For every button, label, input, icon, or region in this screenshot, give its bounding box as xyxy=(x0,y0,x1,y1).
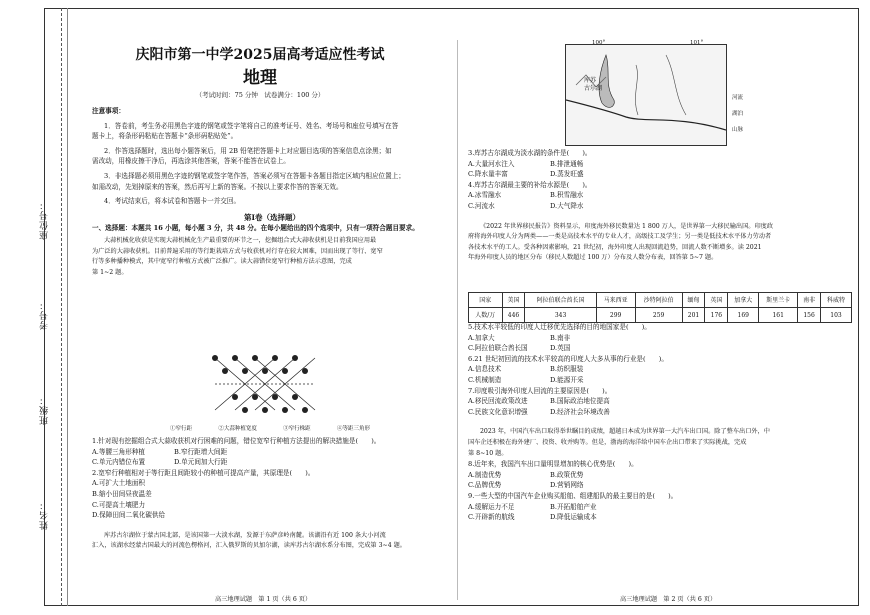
table-header-cell: 缅甸 xyxy=(682,293,705,308)
table-cell: 446 xyxy=(502,308,525,323)
right-column xyxy=(468,148,853,264)
table-header-cell: 国家 xyxy=(469,293,503,308)
option: D.经济社会环境改善 xyxy=(550,407,610,416)
passage-line: 为广泛的大蒜收获机。目前普遍采用的等行距栽培方式与收获机对行存在较大困难，因而出现了等行、宽窄 xyxy=(92,247,383,255)
column-divider xyxy=(457,40,458,600)
option: C.河流水 xyxy=(468,201,495,210)
question-6: 6.21 世纪初回流的技术水平较高的印度人大多从事的行业是( )。 xyxy=(468,354,668,363)
option: B.排泄通畅 xyxy=(550,159,584,168)
table-header-cell: 阿拉伯联合酋长国 xyxy=(525,293,596,308)
notes-heading: 注意事项： xyxy=(92,107,125,115)
question-5: 5.技术水平较低的印度人迁移优先选择的目的地国家是( )。 xyxy=(468,323,651,331)
passage-line: 大蒜机械化收获是实现大蒜机械化生产最重要的环节之一，挖掘组合式大蒜收获机是目前我国应用最 xyxy=(104,236,377,244)
question-2: 2.宽窄行种植相对于等行距且间距较小的种植可提高产量，其原理是( )。 xyxy=(92,468,315,477)
option: A.制造优势 xyxy=(468,470,502,479)
option: D.能源开采 xyxy=(550,375,584,384)
question-8: 8.近年来，我国汽车出口量明显增加的核心优势是( )。 xyxy=(468,460,638,469)
section-instruction: 一、选择题：本题共 16 小题，每小题 3 分，共 48 分。在每小题给出的四个选项中，只有一项符合题目要求。 xyxy=(92,224,419,233)
passage-line: 库苏古尔湖位于蒙古国北部，是该国第一大淡水湖，发源于东萨彦岭南麓。该湖沿有近 100 条大小河流 xyxy=(104,531,386,539)
option: D.大气降水 xyxy=(550,201,584,210)
note-line: 2．作答选择题时，选出每小题答案后，用 2B 铅笔把答题卡上对应题目选项的答案信息点涂黑；如 xyxy=(104,146,392,155)
right-questions xyxy=(468,322,853,523)
option: B.积雪融水 xyxy=(550,191,584,200)
binding-line xyxy=(67,8,68,606)
option: A.信息技术 xyxy=(468,365,502,374)
option: A.可扩大土地面积 xyxy=(92,479,146,488)
option: B.南非 xyxy=(550,333,571,342)
migrant-table xyxy=(468,292,852,323)
lake-map xyxy=(565,44,727,146)
table-cell: 人数/万 xyxy=(469,308,503,323)
passage-line: 汇入，该湖水经蒙古国最大的河流色楞格河，汇入俄罗斯的贝加尔湖，读库苏古尔湖水系分布图，完成第 3~4 题。 xyxy=(92,542,406,550)
option: A.大量河水注入 xyxy=(468,159,515,168)
option: B.纺织服装 xyxy=(550,365,584,374)
option: A.缓解运力不足 xyxy=(468,502,515,511)
table-header-row xyxy=(469,293,852,308)
garlic-planting-diagram xyxy=(205,350,325,420)
option: D.英国 xyxy=(550,344,571,353)
passage-line: 《2022 年世界移民报告》资料显示，印度海外移民数量达 1 800 万人，是世界第一大移民输出国。印度政 xyxy=(480,222,774,230)
note-line: 4．考试结束后，将本试卷和答题卡一并交回。 xyxy=(104,197,241,206)
binding-class-label: 班级： xyxy=(40,395,50,425)
note-line: 1．答卷前，考生务必用黑色字迹的钢笔或签字笔将自己的准考证号、姓名、考场号和座位号填写在答 xyxy=(104,121,399,130)
table-cell: 176 xyxy=(705,308,728,323)
note-line: 需改动，用橡皮擦干净后，再选涂其他答案，答案不能答在试卷上。 xyxy=(92,157,290,166)
binding-exam-label: 考号： xyxy=(40,300,50,330)
passage-line: 第 8~10 题。 xyxy=(468,449,508,457)
map-lon-2: 101° xyxy=(690,40,704,46)
legend-mountain: 山脉 xyxy=(732,127,744,133)
passage-line: 年海外印度人员的地区分布（移民人数超过 100 万）分布及人数分布表，回答第 5~7 题。 xyxy=(468,254,718,262)
option: B.缩小田间昼夜温差 xyxy=(92,489,152,498)
option: A.等腰三角形种植 xyxy=(92,447,146,456)
question-3: 3.库苏古尔湖成为淡水湖的条件是( )。 xyxy=(468,149,592,157)
option: C.可提高土壤肥力 xyxy=(92,500,146,509)
legend-item: ②大蒜种植宽度 xyxy=(218,426,257,432)
table-header-cell: 英国 xyxy=(705,293,728,308)
map-label: 库苏 xyxy=(584,77,597,84)
option: D.降低运输成本 xyxy=(550,513,597,522)
passage-line: 各技术水平的工人。受各种因素影响，21 世纪初，海外印度人出现回流趋势，回流人数不断增多。读 2021 xyxy=(468,243,762,251)
question-4: 4.库苏古尔湖最主要的补给水源是( )。 xyxy=(468,180,592,189)
option: C.降水量丰富 xyxy=(468,170,508,179)
option: D.单元间加大行距 xyxy=(174,458,228,467)
table-header-cell: 加拿大 xyxy=(728,293,759,308)
option: C.阿拉伯联合酋长国 xyxy=(468,344,528,353)
legend-item: ①窄行距 xyxy=(170,426,193,432)
map-label: 古尔湖 xyxy=(584,85,603,92)
table-cell: 259 xyxy=(635,308,682,323)
question-9: 9.一些大型的中国汽车企业购买船舶、组建船队的最主要目的是( )。 xyxy=(468,491,678,500)
option: A.冰雪融水 xyxy=(468,191,502,200)
page-footer-left: 高三地理试题 第 1 页（共 6 页） xyxy=(215,596,312,603)
page-footer-right: 高三地理试题 第 2 页（共 6 页） xyxy=(620,596,717,603)
passage-line: 府将海外印度人分为两类——一类是高技术水平的专业人才，高级技工及学生；另一类是低技术水平体力劳动者 xyxy=(468,233,772,241)
option: B.开拓船舶产业 xyxy=(550,502,597,511)
table-cell: 169 xyxy=(728,308,759,323)
table-header-cell: 沙特阿拉伯 xyxy=(635,293,682,308)
note-line: 如需改动，先划掉原来的答案，然后再写上新的答案。不按以上要求作答的答案无效。 xyxy=(92,182,343,191)
legend-river: 河流 xyxy=(732,95,744,101)
option: C.开辟新的航线 xyxy=(468,513,515,522)
option: D.保障田间二氧化碳供给 xyxy=(92,511,166,520)
table-cell: 156 xyxy=(798,308,821,323)
option: D.蒸发旺盛 xyxy=(550,170,584,179)
option: B.政策优势 xyxy=(550,470,584,479)
exam-title: 庆阳市第一中学2025届高考适应性考试 xyxy=(135,47,385,63)
lake-map-drawing xyxy=(566,45,726,145)
note-line: 题卡上，将条形码粘贴在答题卡“条形码粘贴处”。 xyxy=(92,132,238,141)
table-header-cell: 科威特 xyxy=(821,293,852,308)
passage-line: 行等多种播种模式，其中宽窄行种植方式被广泛推广。读大蒜错位宽窄行种植方法示意图，完成 xyxy=(92,258,352,266)
option: C.品牌优势 xyxy=(468,481,502,490)
option: C.民族文化意识增强 xyxy=(468,407,528,416)
table-cell: 201 xyxy=(682,308,705,323)
option: B.窄行距增大间距 xyxy=(174,447,228,456)
passage-line: 2023 年，中国汽车出口取得举世瞩目的成绩，超越日本成为世界第一大汽车出口国。除了整车出口外，中 xyxy=(480,428,770,436)
table-cell: 343 xyxy=(525,308,596,323)
passage-line: 第 1~2 题。 xyxy=(92,268,128,276)
subject-title: 地理 xyxy=(243,68,277,88)
option: B.国际政治地位提高 xyxy=(550,397,610,406)
table-header-cell: 美国 xyxy=(502,293,525,308)
question-7: 7.印度吸引海外印度人回流的主要原因是( )。 xyxy=(468,386,612,395)
left-questions xyxy=(92,436,452,552)
exam-meta: （考试时间：75 分钟 试卷满分：100 分） xyxy=(195,91,325,99)
table-header-cell: 南非 xyxy=(798,293,821,308)
option: D.营销网络 xyxy=(550,481,584,490)
section-title: 第Ⅰ卷（选择题） xyxy=(243,212,300,222)
table-header-cell: 斯里兰卡 xyxy=(759,293,798,308)
diagram-legend xyxy=(170,424,370,432)
binding-name-label: 姓名： xyxy=(40,500,50,530)
passage-line: 国车企还积极在海外建厂、投资、收并购等。但是，渤海的海洋给中国车企出口带来了实际挑战，完成 xyxy=(468,438,747,446)
table-header-cell: 马来西亚 xyxy=(596,293,635,308)
table-cell: 103 xyxy=(821,308,852,323)
table-cell: 161 xyxy=(759,308,798,323)
legend-lake: 湖泊 xyxy=(732,111,744,117)
left-column xyxy=(92,106,452,278)
legend-item: ④等距三角形 xyxy=(336,426,370,432)
note-line: 3．非选择题必须用黑色字迹的钢笔或签字笔作答，答案必须写在答题卡各题目指定区域内相应位置上； xyxy=(104,171,405,180)
table-cell: 299 xyxy=(596,308,635,323)
option: C.机械制造 xyxy=(468,375,502,384)
table-row xyxy=(469,308,852,323)
option: A.加拿大 xyxy=(468,333,495,342)
binding-seat-label: 座位号： xyxy=(40,200,50,240)
question-1: 1.针对现有挖掘组合式大蒜收获机对行困难的问题，错位宽窄行种植方法提出的解决措施是( )。 xyxy=(92,437,381,445)
legend-item: ③窄行株距 xyxy=(283,426,311,432)
binding-dashed-line xyxy=(61,8,62,606)
map-legend xyxy=(732,90,743,138)
map-lon-1: 100° xyxy=(592,40,606,46)
option: A.移民回流政策改进 xyxy=(468,397,528,406)
option: C.单元内错位布置 xyxy=(92,458,146,467)
